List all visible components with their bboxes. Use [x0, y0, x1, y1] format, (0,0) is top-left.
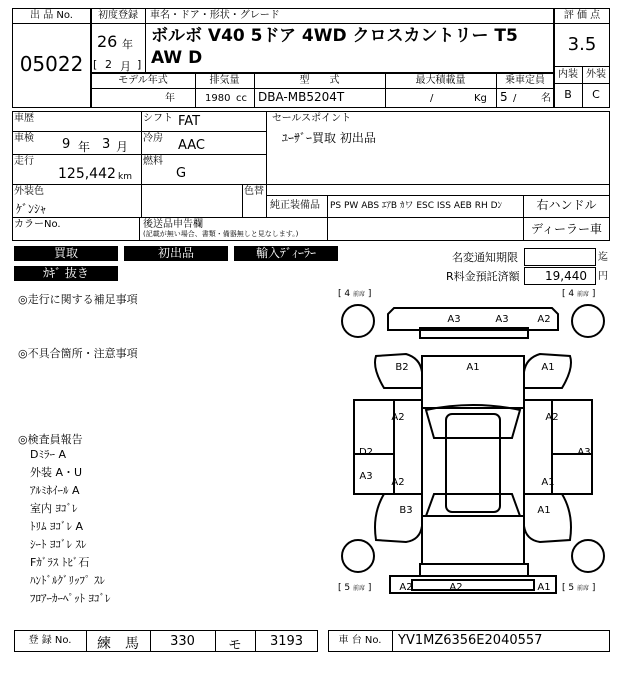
roof — [446, 414, 500, 512]
lot-no-label: 出 品 No. — [30, 10, 73, 21]
displacement-unit: cc — [236, 93, 247, 104]
inspector-item: 室内 ﾖｺﾞﾚ — [30, 502, 78, 515]
inspector-label: ◎検査員報告 — [18, 433, 83, 446]
left-front-door — [354, 400, 394, 454]
mark-rear-a1: A1 — [537, 582, 551, 593]
inspector-item: ｼｰﾄ ﾖｺﾞﾚ ｽﾚ — [30, 538, 87, 551]
year-unit: 年 — [122, 38, 133, 51]
shaken-year-unit: 年 — [78, 140, 91, 154]
deadline-label: 名変通知期限 — [452, 251, 518, 264]
interior-grade: B — [564, 88, 572, 101]
mark-rear-a2: A2 — [399, 582, 413, 593]
capacity-sep: / — [513, 93, 517, 104]
ac-value: AAC — [178, 138, 205, 153]
color-no-label: カラーNo. — [14, 219, 61, 230]
shaken-month-unit: 月 — [116, 140, 129, 154]
inspector-item: Dﾐﾗｰ A — [30, 448, 66, 461]
max-load-label: 最大積載量 — [415, 75, 466, 86]
reg-number: 3193 — [269, 634, 304, 649]
model-year-label: モデル年式 — [118, 75, 168, 86]
reg-label: 登 録 No. — [28, 635, 72, 646]
first-reg-label: 初度登録 — [98, 10, 138, 21]
import-dealer-tag: 輸入ﾃﾞｨｰﾗｰ — [234, 246, 338, 261]
shaken-year: 9 — [62, 137, 71, 152]
corner-tl: [ 4 前席 ] — [338, 289, 372, 299]
corner-br: [ 5 前席 ] — [562, 583, 596, 593]
mark-r-a1c: A1 — [537, 505, 551, 516]
exterior-grade: C — [592, 88, 600, 101]
capacity-label: 乗車定員 — [505, 75, 545, 86]
rear-left-fender — [375, 494, 422, 542]
shaken-month: 3 — [102, 137, 111, 152]
capacity-unit: 名 — [541, 93, 551, 104]
inspector-item: ｱﾙﾐﾎｲｰﾙ A — [30, 484, 80, 497]
reg-kana: モ — [228, 638, 242, 653]
max-load-unit: Kg — [474, 93, 487, 104]
month-unit: 月 — [120, 60, 131, 73]
wheel-front-left — [342, 305, 374, 337]
sales-point: ﾕｰｻﾞｰ買取 初出品 — [282, 131, 376, 145]
deadline-unit: 迄 — [598, 252, 608, 263]
type-value: DBA-MB5204T — [258, 90, 345, 104]
wheel-rear-left — [342, 540, 374, 572]
first-listing-tag: 初出品 — [124, 246, 228, 261]
first-reg-month: 2 — [105, 58, 112, 71]
steering: 右ハンドル — [536, 198, 597, 212]
wheel-rear-right — [572, 540, 604, 572]
shift-value: FAT — [178, 114, 201, 129]
shaken-label: 車検 — [14, 133, 34, 144]
exterior-label: 外装 — [586, 69, 606, 80]
color-change-label: 色替 — [244, 186, 264, 197]
equipment: PS PW ABS ｴｱB ｶワ ESC ISS AEB RH Dﾝ — [330, 201, 503, 211]
windshield — [426, 405, 520, 438]
type-label: 型 式 — [299, 75, 340, 86]
history-label: 車歴 — [14, 113, 34, 124]
fuel-label: 燃料 — [143, 156, 163, 167]
ac-label: 冷房 — [143, 133, 163, 144]
wheel-front-right — [572, 305, 604, 337]
mark-lf-b2: B2 — [395, 362, 409, 373]
color-value: ｹﾞﾝｼｬ — [16, 202, 47, 216]
mark-front-a2: A2 — [537, 314, 551, 325]
key-tag: ｶｷﾞ 抜き — [14, 266, 118, 281]
mark-l-a2a: A2 — [391, 412, 405, 423]
lot-no: 05022 — [19, 52, 84, 76]
capacity: 5 — [500, 90, 508, 104]
defects-notes-label: ◎不具合箇所・注意事項 — [18, 347, 138, 360]
max-load-sep: / — [430, 93, 434, 104]
mark-l-a3: A3 — [359, 471, 373, 482]
mark-front-a3: A3 — [447, 314, 461, 325]
rear-right-fender — [524, 494, 571, 542]
model-year-unit: 年 — [165, 93, 175, 104]
inspector-item: ﾌﾛｱｰｶｰﾍﾟｯﾄ ﾖｺﾞﾚ — [30, 592, 111, 605]
month-bracket-right: ] — [137, 58, 142, 71]
corner-tr: [ 4 前席 ] — [562, 289, 596, 299]
equipment-label: 純正装備品 — [270, 200, 320, 211]
mileage-unit: km — [118, 172, 132, 182]
model-name: ボルボ V40 5ドア 4WD クロスカントリー T5 AW D — [151, 26, 518, 68]
front-bumper — [388, 308, 558, 330]
mark-rf-a1: A1 — [541, 362, 555, 373]
inspector-item: ﾊﾝﾄﾞﾙｸﾞﾘｯﾌﾟ ｽﾚ — [30, 574, 105, 587]
buyout-tag: 買取 — [14, 246, 118, 261]
fuel-value: G — [176, 166, 187, 181]
shift-label: シフト — [143, 113, 173, 124]
car-damage-diagram — [336, 288, 610, 600]
mileage-label: 走行 — [14, 156, 34, 167]
first-reg-year: 26 — [97, 32, 118, 51]
vin-label: 車 台 No. — [338, 635, 382, 646]
right-rear-door — [552, 454, 592, 494]
driving-notes-label: ◎走行に関する補足事項 — [18, 293, 138, 306]
recycle-fee: 19,440 — [545, 269, 587, 283]
docs-label: 後送品申告欄 — [143, 219, 203, 230]
mark-r-a1b: A1 — [541, 477, 555, 488]
color-label: 外装色 — [14, 186, 44, 197]
displacement: 1980 — [205, 93, 231, 104]
sales-point-label: セールスポイント — [272, 113, 352, 124]
reg-area: 練 馬 — [97, 636, 139, 652]
recycle-label: R料金預託済額 — [446, 270, 520, 283]
inspector-item: 外装 A・U — [30, 466, 83, 479]
reg-class: 330 — [170, 634, 195, 649]
mark-rear-a2b: A2 — [449, 582, 463, 593]
right-front-door — [552, 400, 592, 454]
interior-label: 内装 — [558, 69, 578, 80]
docs-note: (記載が無い場合、書類・備器無しと見なします。) — [143, 230, 299, 238]
mark-l-b3: B3 — [399, 505, 413, 516]
rear-bumper-inner — [412, 580, 534, 590]
inspector-item: ﾄﾘﾑ ﾖｺﾞﾚ A — [30, 520, 84, 533]
deadline-box — [524, 248, 596, 266]
rear-panel — [420, 564, 528, 576]
corner-bl: [ 5 前席 ] — [338, 583, 372, 593]
dealer: ディーラー車 — [530, 222, 603, 236]
grade-value: 3.5 — [567, 34, 597, 55]
month-bracket-left: [ — [93, 58, 98, 71]
mark-hood-a1: A1 — [466, 362, 480, 373]
mileage: 125,442 — [58, 166, 116, 182]
trunk — [422, 516, 524, 564]
recycle-unit: 円 — [598, 271, 608, 282]
mark-r-a3: A3 — [577, 447, 591, 458]
grade-label: 評 価 点 — [563, 10, 601, 21]
displacement-label: 排気量 — [209, 75, 240, 86]
mark-r-a2a: A2 — [545, 412, 559, 423]
inspector-item: Fｶﾞﾗｽ ﾄﾋﾞ石 — [30, 556, 90, 569]
mark-l-a2b: A2 — [391, 477, 405, 488]
vin: YV1MZ6356E2040557 — [398, 633, 543, 648]
mark-front-a3b: A3 — [495, 314, 509, 325]
model-label: 車名・ドア・形状・グレード — [150, 10, 280, 21]
mark-l-d2: D2 — [358, 447, 374, 458]
